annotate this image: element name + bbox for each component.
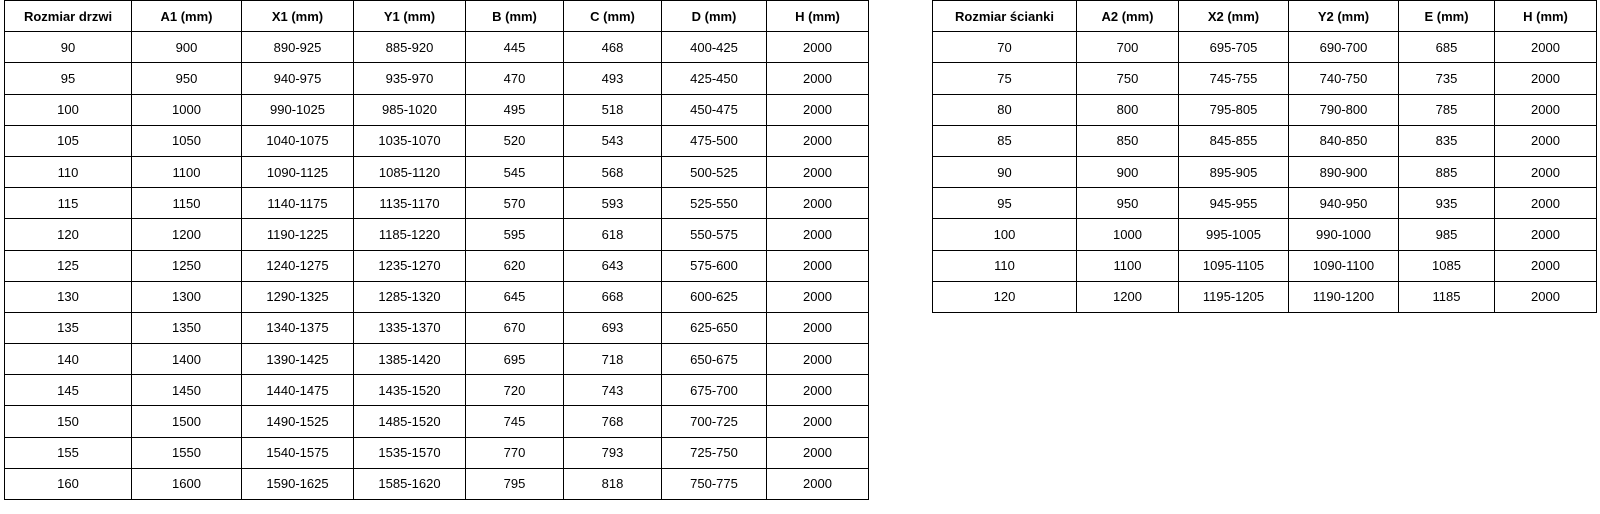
table-cell: 468 xyxy=(564,32,662,63)
table-cell: 800 xyxy=(1077,94,1179,125)
table-cell: 155 xyxy=(5,437,132,468)
table-cell: 718 xyxy=(564,344,662,375)
table-cell: 2000 xyxy=(1495,156,1597,187)
table-cell: 2000 xyxy=(767,94,869,125)
walls-dimensions-table-container xyxy=(932,0,1597,313)
table-cell: 1350 xyxy=(132,312,242,343)
table-cell: 75 xyxy=(933,63,1077,94)
table-cell: 690-700 xyxy=(1289,32,1399,63)
table-cell: 1290-1325 xyxy=(242,281,354,312)
table-row xyxy=(5,468,869,499)
table-cell: 2000 xyxy=(767,437,869,468)
table-cell: 740-750 xyxy=(1289,63,1399,94)
table-cell: 470 xyxy=(466,63,564,94)
table-cell: 620 xyxy=(466,250,564,281)
table-cell: 795 xyxy=(466,468,564,499)
table-cell: 600-625 xyxy=(662,281,767,312)
table-cell: 1585-1620 xyxy=(354,468,466,499)
walls-table-body xyxy=(933,32,1597,313)
table-row xyxy=(5,32,869,63)
column-header-1: A1 (mm) xyxy=(132,1,242,32)
table-cell: 95 xyxy=(5,63,132,94)
table-cell: 130 xyxy=(5,281,132,312)
table-cell: 695-705 xyxy=(1179,32,1289,63)
table-row xyxy=(933,219,1597,250)
table-cell: 90 xyxy=(933,156,1077,187)
table-cell: 1550 xyxy=(132,437,242,468)
table-cell: 95 xyxy=(933,188,1077,219)
table-row xyxy=(5,281,869,312)
table-cell: 2000 xyxy=(767,344,869,375)
table-header-row xyxy=(933,1,1597,32)
table-cell: 2000 xyxy=(1495,281,1597,312)
table-cell: 1400 xyxy=(132,344,242,375)
table-cell: 895-905 xyxy=(1179,156,1289,187)
table-cell: 110 xyxy=(5,156,132,187)
table-cell: 1485-1520 xyxy=(354,406,466,437)
table-cell: 2000 xyxy=(767,32,869,63)
table-row xyxy=(5,437,869,468)
table-cell: 1190-1225 xyxy=(242,219,354,250)
table-row xyxy=(933,94,1597,125)
table-cell: 793 xyxy=(564,437,662,468)
table-cell: 945-955 xyxy=(1179,188,1289,219)
table-cell: 145 xyxy=(5,375,132,406)
table-cell: 2000 xyxy=(767,468,869,499)
walls-table-header xyxy=(933,1,1597,32)
table-cell: 845-855 xyxy=(1179,125,1289,156)
table-row xyxy=(933,250,1597,281)
table-cell: 1150 xyxy=(132,188,242,219)
table-cell: 890-900 xyxy=(1289,156,1399,187)
table-cell: 2000 xyxy=(767,156,869,187)
table-cell: 770 xyxy=(466,437,564,468)
table-row xyxy=(5,63,869,94)
table-row xyxy=(933,125,1597,156)
table-cell: 745-755 xyxy=(1179,63,1289,94)
table-cell: 135 xyxy=(5,312,132,343)
table-cell: 120 xyxy=(933,281,1077,312)
table-cell: 995-1005 xyxy=(1179,219,1289,250)
table-cell: 2000 xyxy=(1495,94,1597,125)
table-cell: 1195-1205 xyxy=(1179,281,1289,312)
table-cell: 700-725 xyxy=(662,406,767,437)
table-cell: 668 xyxy=(564,281,662,312)
table-cell: 625-650 xyxy=(662,312,767,343)
table-cell: 850 xyxy=(1077,125,1179,156)
table-cell: 675-700 xyxy=(662,375,767,406)
table-cell: 890-925 xyxy=(242,32,354,63)
table-cell: 750-775 xyxy=(662,468,767,499)
walls-dimensions-table xyxy=(932,0,1597,313)
table-cell: 840-850 xyxy=(1289,125,1399,156)
table-cell: 1085 xyxy=(1399,250,1495,281)
table-cell: 645 xyxy=(466,281,564,312)
table-cell: 2000 xyxy=(767,63,869,94)
table-cell: 745 xyxy=(466,406,564,437)
table-cell: 720 xyxy=(466,375,564,406)
table-cell: 520 xyxy=(466,125,564,156)
table-cell: 900 xyxy=(132,32,242,63)
table-cell: 525-550 xyxy=(662,188,767,219)
table-cell: 1590-1625 xyxy=(242,468,354,499)
table-row xyxy=(5,156,869,187)
table-cell: 1440-1475 xyxy=(242,375,354,406)
table-row xyxy=(5,94,869,125)
table-cell: 2000 xyxy=(1495,219,1597,250)
column-header-3: Y1 (mm) xyxy=(354,1,466,32)
table-cell: 2000 xyxy=(767,219,869,250)
table-cell: 570 xyxy=(466,188,564,219)
table-row xyxy=(5,375,869,406)
table-cell: 750 xyxy=(1077,63,1179,94)
table-cell: 990-1000 xyxy=(1289,219,1399,250)
table-row xyxy=(5,188,869,219)
table-cell: 495 xyxy=(466,94,564,125)
table-header-row xyxy=(5,1,869,32)
table-cell: 150 xyxy=(5,406,132,437)
table-cell: 950 xyxy=(1077,188,1179,219)
table-cell: 1250 xyxy=(132,250,242,281)
table-cell: 735 xyxy=(1399,63,1495,94)
table-cell: 1050 xyxy=(132,125,242,156)
table-cell: 785 xyxy=(1399,94,1495,125)
table-cell: 1135-1170 xyxy=(354,188,466,219)
table-cell: 1535-1570 xyxy=(354,437,466,468)
table-cell: 400-425 xyxy=(662,32,767,63)
table-cell: 1285-1320 xyxy=(354,281,466,312)
table-cell: 1385-1420 xyxy=(354,344,466,375)
table-cell: 2000 xyxy=(1495,125,1597,156)
column-header-0: Rozmiar ścianki xyxy=(933,1,1077,32)
table-cell: 985 xyxy=(1399,219,1495,250)
table-row xyxy=(933,32,1597,63)
table-cell: 795-805 xyxy=(1179,94,1289,125)
table-cell: 1100 xyxy=(1077,250,1179,281)
table-cell: 518 xyxy=(564,94,662,125)
table-cell: 1390-1425 xyxy=(242,344,354,375)
table-row xyxy=(5,312,869,343)
table-cell: 545 xyxy=(466,156,564,187)
column-header-2: X2 (mm) xyxy=(1179,1,1289,32)
table-row xyxy=(5,406,869,437)
table-cell: 1090-1125 xyxy=(242,156,354,187)
table-cell: 670 xyxy=(466,312,564,343)
column-header-4: E (mm) xyxy=(1399,1,1495,32)
table-cell: 1140-1175 xyxy=(242,188,354,219)
table-cell: 475-500 xyxy=(662,125,767,156)
table-row xyxy=(5,344,869,375)
table-cell: 125 xyxy=(5,250,132,281)
table-cell: 1100 xyxy=(132,156,242,187)
table-cell: 110 xyxy=(933,250,1077,281)
table-cell: 1090-1100 xyxy=(1289,250,1399,281)
column-header-5: H (mm) xyxy=(1495,1,1597,32)
column-header-5: C (mm) xyxy=(564,1,662,32)
table-cell: 450-475 xyxy=(662,94,767,125)
table-cell: 1450 xyxy=(132,375,242,406)
table-cell: 1190-1200 xyxy=(1289,281,1399,312)
table-row xyxy=(933,156,1597,187)
table-cell: 1240-1275 xyxy=(242,250,354,281)
column-header-0: Rozmiar drzwi xyxy=(5,1,132,32)
table-cell: 835 xyxy=(1399,125,1495,156)
table-cell: 2000 xyxy=(767,188,869,219)
table-cell: 100 xyxy=(5,94,132,125)
table-cell: 493 xyxy=(564,63,662,94)
table-cell: 595 xyxy=(466,219,564,250)
table-cell: 1185 xyxy=(1399,281,1495,312)
table-row xyxy=(933,188,1597,219)
table-cell: 1335-1370 xyxy=(354,312,466,343)
table-cell: 768 xyxy=(564,406,662,437)
table-cell: 935-970 xyxy=(354,63,466,94)
table-cell: 935 xyxy=(1399,188,1495,219)
column-header-6: D (mm) xyxy=(662,1,767,32)
table-cell: 790-800 xyxy=(1289,94,1399,125)
table-cell: 445 xyxy=(466,32,564,63)
table-cell: 643 xyxy=(564,250,662,281)
table-cell: 885-920 xyxy=(354,32,466,63)
table-cell: 70 xyxy=(933,32,1077,63)
doors-dimensions-table-container xyxy=(4,0,869,500)
table-cell: 160 xyxy=(5,468,132,499)
table-cell: 650-675 xyxy=(662,344,767,375)
table-cell: 985-1020 xyxy=(354,94,466,125)
table-cell: 568 xyxy=(564,156,662,187)
table-cell: 2000 xyxy=(767,312,869,343)
table-cell: 990-1025 xyxy=(242,94,354,125)
table-row xyxy=(933,63,1597,94)
table-cell: 105 xyxy=(5,125,132,156)
table-row xyxy=(5,125,869,156)
table-cell: 140 xyxy=(5,344,132,375)
table-cell: 1490-1525 xyxy=(242,406,354,437)
table-cell: 818 xyxy=(564,468,662,499)
column-header-3: Y2 (mm) xyxy=(1289,1,1399,32)
table-cell: 940-950 xyxy=(1289,188,1399,219)
column-header-4: B (mm) xyxy=(466,1,564,32)
table-cell: 695 xyxy=(466,344,564,375)
table-cell: 500-525 xyxy=(662,156,767,187)
table-cell: 550-575 xyxy=(662,219,767,250)
table-cell: 1235-1270 xyxy=(354,250,466,281)
table-cell: 2000 xyxy=(767,250,869,281)
table-cell: 1540-1575 xyxy=(242,437,354,468)
table-cell: 618 xyxy=(564,219,662,250)
table-cell: 1300 xyxy=(132,281,242,312)
table-cell: 693 xyxy=(564,312,662,343)
table-cell: 885 xyxy=(1399,156,1495,187)
table-cell: 1000 xyxy=(132,94,242,125)
table-cell: 700 xyxy=(1077,32,1179,63)
table-cell: 2000 xyxy=(1495,188,1597,219)
table-cell: 2000 xyxy=(767,406,869,437)
table-cell: 1600 xyxy=(132,468,242,499)
table-cell: 2000 xyxy=(767,375,869,406)
column-header-7: H (mm) xyxy=(767,1,869,32)
table-cell: 2000 xyxy=(767,125,869,156)
doors-dimensions-table xyxy=(4,0,869,500)
table-cell: 115 xyxy=(5,188,132,219)
table-cell: 2000 xyxy=(1495,32,1597,63)
table-row xyxy=(5,219,869,250)
table-cell: 593 xyxy=(564,188,662,219)
table-cell: 85 xyxy=(933,125,1077,156)
column-header-2: X1 (mm) xyxy=(242,1,354,32)
table-cell: 2000 xyxy=(1495,250,1597,281)
table-cell: 425-450 xyxy=(662,63,767,94)
doors-table-body xyxy=(5,32,869,500)
table-cell: 1035-1070 xyxy=(354,125,466,156)
table-cell: 1040-1075 xyxy=(242,125,354,156)
table-cell: 90 xyxy=(5,32,132,63)
table-cell: 743 xyxy=(564,375,662,406)
table-cell: 1085-1120 xyxy=(354,156,466,187)
table-cell: 1340-1375 xyxy=(242,312,354,343)
table-cell: 1435-1520 xyxy=(354,375,466,406)
table-cell: 940-975 xyxy=(242,63,354,94)
table-row xyxy=(933,281,1597,312)
table-cell: 1200 xyxy=(132,219,242,250)
table-cell: 543 xyxy=(564,125,662,156)
table-row xyxy=(5,250,869,281)
table-cell: 2000 xyxy=(767,281,869,312)
table-cell: 1095-1105 xyxy=(1179,250,1289,281)
table-cell: 80 xyxy=(933,94,1077,125)
table-cell: 1500 xyxy=(132,406,242,437)
table-cell: 575-600 xyxy=(662,250,767,281)
column-header-1: A2 (mm) xyxy=(1077,1,1179,32)
table-cell: 1000 xyxy=(1077,219,1179,250)
table-cell: 1185-1220 xyxy=(354,219,466,250)
table-cell: 900 xyxy=(1077,156,1179,187)
table-cell: 120 xyxy=(5,219,132,250)
doors-table-header xyxy=(5,1,869,32)
table-cell: 725-750 xyxy=(662,437,767,468)
table-cell: 2000 xyxy=(1495,63,1597,94)
table-cell: 100 xyxy=(933,219,1077,250)
table-cell: 1200 xyxy=(1077,281,1179,312)
table-cell: 685 xyxy=(1399,32,1495,63)
table-cell: 950 xyxy=(132,63,242,94)
